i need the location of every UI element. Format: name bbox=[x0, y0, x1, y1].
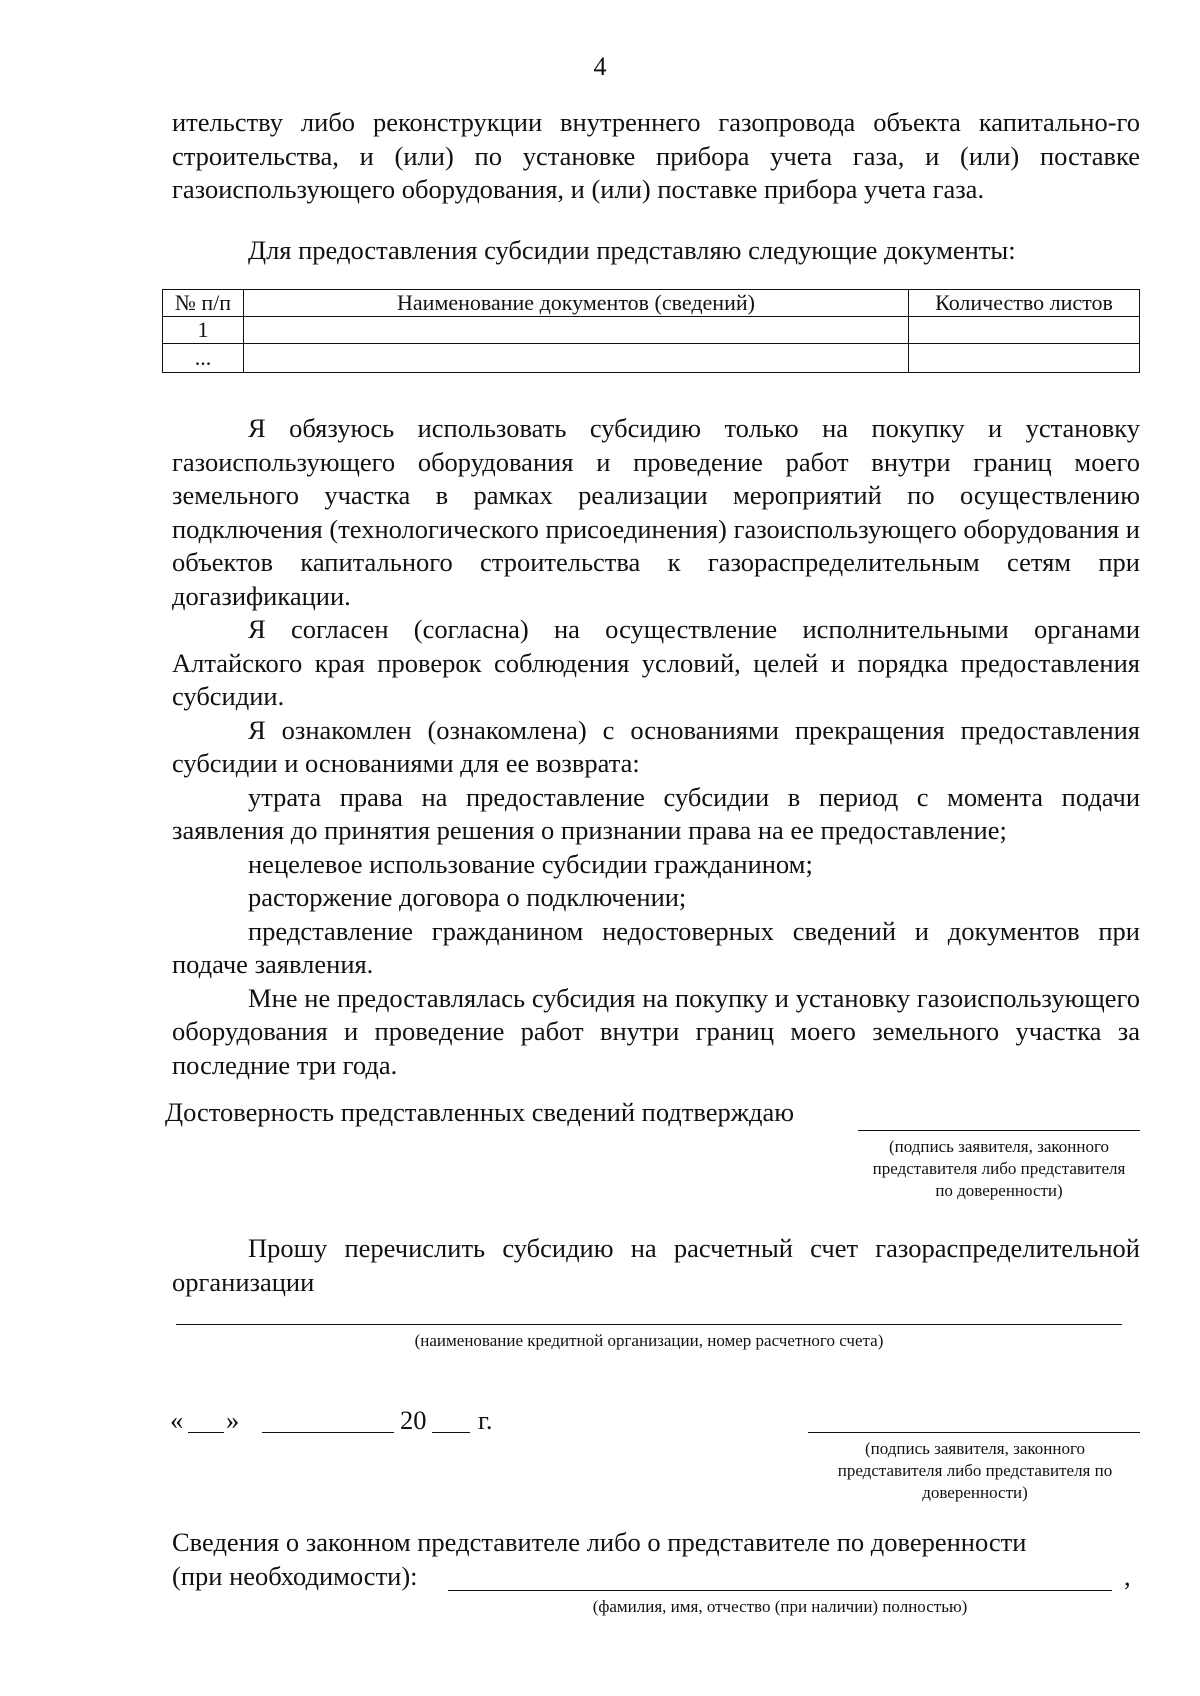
cell-document-name[interactable] bbox=[244, 344, 909, 373]
ground-item: расторжение договора о подключении; bbox=[248, 882, 687, 912]
date-open-quote: « bbox=[170, 1405, 184, 1435]
consent-paragraph: Я согласен (согласна) на осуществление исполнительными органами Алтайского края проверок соблюдения условий, целей и порядка предоставления субсидии. bbox=[172, 614, 1140, 711]
intro-paragraph bbox=[172, 106, 1140, 207]
table-header-row bbox=[163, 290, 1140, 317]
date-year-prefix: 20 bbox=[400, 1405, 427, 1435]
representative-trailing-comma: , bbox=[1124, 1561, 1131, 1591]
cell-number: ... bbox=[163, 344, 244, 373]
date-year-suffix: г. bbox=[478, 1405, 493, 1435]
table-row bbox=[163, 344, 1140, 373]
table-row bbox=[163, 317, 1140, 344]
documents-table bbox=[162, 289, 1140, 373]
representative-text: Сведения о законном представителе либо о представителе по доверенности bbox=[172, 1527, 1027, 1557]
date-year-line[interactable] bbox=[432, 1432, 470, 1433]
cell-document-name[interactable] bbox=[244, 317, 909, 344]
cell-sheet-count[interactable] bbox=[909, 317, 1140, 344]
transfer-block bbox=[172, 1232, 1140, 1299]
representative-when-needed: (при необходимости): bbox=[172, 1561, 418, 1591]
no-previous-subsidy-paragraph: Мне не предоставлялась субсидия на покупку и установку газоиспользующего оборудования и проведение работ внутри границ моего земельного участка за последние три года. bbox=[172, 982, 1140, 1080]
cell-sheet-count[interactable] bbox=[909, 344, 1140, 373]
confirmation-text: Достоверность представленных сведений подтверждаю bbox=[165, 1097, 795, 1127]
date-close-quote: » bbox=[226, 1405, 240, 1435]
transfer-text: Прошу перечислить субсидию на расчетный счет газораспределительной организации bbox=[172, 1233, 1140, 1297]
header-document-name: Наименование документов (сведений) bbox=[244, 290, 909, 317]
header-number: № п/п bbox=[163, 290, 244, 317]
obligation-paragraph: Я обязуюсь использовать субсидию только на покупку и установку газоиспользующего оборудования и проведение работ внутри границ моего земельного участка в рамках реализации мероприятий по осуществлению подключения (технологического присоединения) газоиспользующего оборудования и объектов капитального строительства к газораспределительным сетям при догазификации. bbox=[172, 413, 1140, 611]
documents-heading-block bbox=[172, 234, 1140, 268]
intro-text: ительству либо реконструкции внутреннего газопровода объекта капитально-го строительства, и (или) по установке прибора учета газа, и (или) поставке газоиспользующего оборудования, и (или) поставке прибора учета газа. bbox=[172, 107, 1140, 204]
header-sheet-count: Количество листов bbox=[909, 290, 1140, 317]
applicant-signature-caption: (подпись заявителя, законного представителя либо представителя по доверенности) bbox=[837, 1439, 1113, 1502]
obligations-block bbox=[172, 412, 1140, 1082]
ground-item: представление гражданином недостоверных сведений и документов при подаче заявления. bbox=[172, 915, 1140, 979]
acknowledgement-paragraph: Я ознакомлен (ознакомлена) с основаниями прекращения предоставления субсидии и основаниями для ее возврата: bbox=[172, 714, 1140, 778]
confirmation-signature-line[interactable] bbox=[858, 1130, 1140, 1131]
cell-number: 1 bbox=[163, 317, 244, 344]
bank-details-caption: (наименование кредитной организации, номер расчетного счета) bbox=[414, 1331, 884, 1350]
ground-item: утрата права на предоставление субсидии в период с момента подачи заявления до принятия решения о признании права на ее предоставление; bbox=[172, 781, 1140, 845]
bank-details-line[interactable] bbox=[176, 1324, 1122, 1325]
documents-heading: Для предоставления субсидии представляю следующие документы: bbox=[248, 235, 1016, 265]
date-month-line[interactable] bbox=[262, 1432, 394, 1433]
confirmation-signature-caption: (подпись заявителя, законного представителя либо представителя по доверенности) bbox=[872, 1137, 1126, 1200]
representative-name-caption: (фамилия, имя, отчество (при наличии) полностью) bbox=[592, 1597, 968, 1616]
ground-item: нецелевое использование субсидии гражданином; bbox=[248, 848, 813, 879]
representative-block bbox=[172, 1526, 1140, 1560]
applicant-signature-line[interactable] bbox=[808, 1432, 1140, 1433]
page-number: 4 bbox=[593, 52, 607, 81]
representative-name-line[interactable] bbox=[448, 1590, 1112, 1591]
date-day-line[interactable] bbox=[188, 1432, 224, 1433]
